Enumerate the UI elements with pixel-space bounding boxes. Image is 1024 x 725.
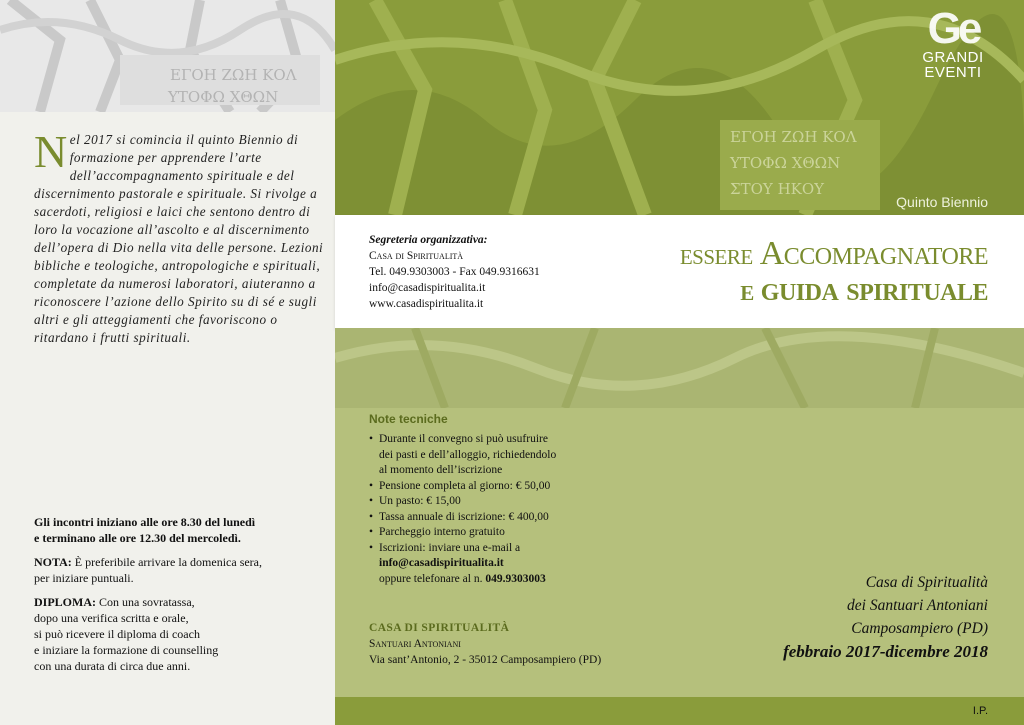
schedule-diploma: DIPLOMA: Con una sovratassa, dopo una verifica scritta e orale, si può ricevere il diploma di coach e iniziare la formazione di counselling con una durata di circa due anni. <box>34 595 219 673</box>
registration-phone: 049.9303003 <box>485 572 546 585</box>
list-item: • Tassa annuale di iscrizione: € 400,00 <box>369 510 629 526</box>
fresco-text-2: ΥΤΟΦΩ ΧΘΩΝ <box>168 88 279 106</box>
schedule-note: NOTA: È preferibile arrivare la domenica sera, per iniziare puntuali. <box>34 555 263 585</box>
main-title <box>680 237 988 309</box>
fresco-image-bottom <box>335 328 1024 408</box>
registration-email: info@casadispiritualita.it <box>379 557 504 569</box>
segreteria-web: www.casadispiritualita.it <box>369 298 484 310</box>
casa-subtitle: Santuari Antoniani <box>369 638 461 650</box>
casa-street: Via sant’Antonio, 2 - 35012 Camposampiero (PD) <box>369 654 602 666</box>
venue-dates: febbraio 2017-dicembre 2018 <box>783 642 988 661</box>
notes-title: Note tecniche <box>369 412 448 426</box>
schedule-times: Gli incontri iniziano alle ore 8.30 del lunedì e terminano alle ore 12.30 del mercoledì. <box>34 515 256 545</box>
venue-line-1: Casa di Spiritualità <box>865 574 988 591</box>
list-item: • Iscrizioni: inviare una e-mail a info@casadispiritualita.it oppure telefonare al n. 049.9303003 <box>369 541 629 588</box>
title-line-2: e guida spirituale <box>740 271 988 308</box>
header-band <box>335 215 1024 328</box>
segreteria-phone: Tel. 049.9303003 - Fax 049.9316631 <box>369 266 540 278</box>
footer-bar <box>335 697 1024 725</box>
segreteria-email: info@casadispiritualita.it <box>369 282 486 294</box>
logo-mark: Ge <box>927 4 979 53</box>
venue-info <box>783 571 988 663</box>
intro-paragraph <box>34 126 324 347</box>
venue-line-3: Camposampiero (PD) <box>851 620 988 637</box>
casa-address <box>369 620 601 668</box>
segreteria-contact <box>369 232 540 312</box>
venue-line-2: dei Santuari Antoniani <box>847 597 988 614</box>
series-label: Quinto Biennio <box>896 194 988 210</box>
left-panel <box>0 0 335 725</box>
segreteria-title: Segreteria organizzativa: <box>369 234 488 246</box>
title-line-1: essere Accompagnatore <box>679 235 988 272</box>
list-item: • Durante il convegno si può usufruire dei pasti e dell’alloggio, richiedendolo al momento dell’iscrizione <box>369 432 629 479</box>
intro-text: el 2017 si comincia il quinto Biennio di formazione per apprendere l’arte dell’accompagnamento spirituale e del discernimento pastorale e spirituale. Si rivolge a sacerdoti, religiosi e laici che sentono dentro di loro la vocazione all’ascolto e al discernimento dell’opera di Dio nella vita delle persone. Lezioni bibliche e teologiche, antropologiche e spirituali, completate da numerosi laboratori, aiuteranno a riconoscere l’azione dello Spirito su di sé e sugli altri e gli atteggiamenti che favoriscono o ritardano i frutti spirituali. <box>34 132 324 345</box>
list-item: • Parcheggio interno gratuito <box>369 525 629 541</box>
lower-panel <box>335 328 1024 725</box>
fresco-text-5: ΣΤΟΥ ΗΚΟΥ <box>730 180 825 198</box>
fresco-image-left <box>0 0 335 112</box>
list-item: • Pensione completa al giorno: € 50,00 <box>369 479 629 495</box>
segreteria-name: Casa di Spiritualità <box>369 250 464 262</box>
logo-line-2: EVENTI <box>924 64 982 81</box>
fresco-text-4: ΥΤΟΦΩ ΧΘΩΝ <box>730 154 841 172</box>
fresco-text-3: ΕΓΟΗ ΖΩΗ ΚΟΛ <box>730 128 857 146</box>
ip-label: I.P. <box>972 705 988 717</box>
fresco-text-1: ΕΓΟΗ ΖΩΗ ΚΟΛ <box>170 66 297 84</box>
schedule-info <box>34 514 324 682</box>
logo-line-1: GRANDI <box>922 49 984 66</box>
grandi-eventi-logo <box>918 4 988 81</box>
casa-title: CASA DI SPIRITUALITÀ <box>369 622 510 634</box>
fresco-image-top <box>335 0 1024 215</box>
notes-list <box>369 432 629 587</box>
intro-dropcap: N <box>34 126 68 177</box>
list-item: • Un pasto: € 15,00 <box>369 494 629 510</box>
